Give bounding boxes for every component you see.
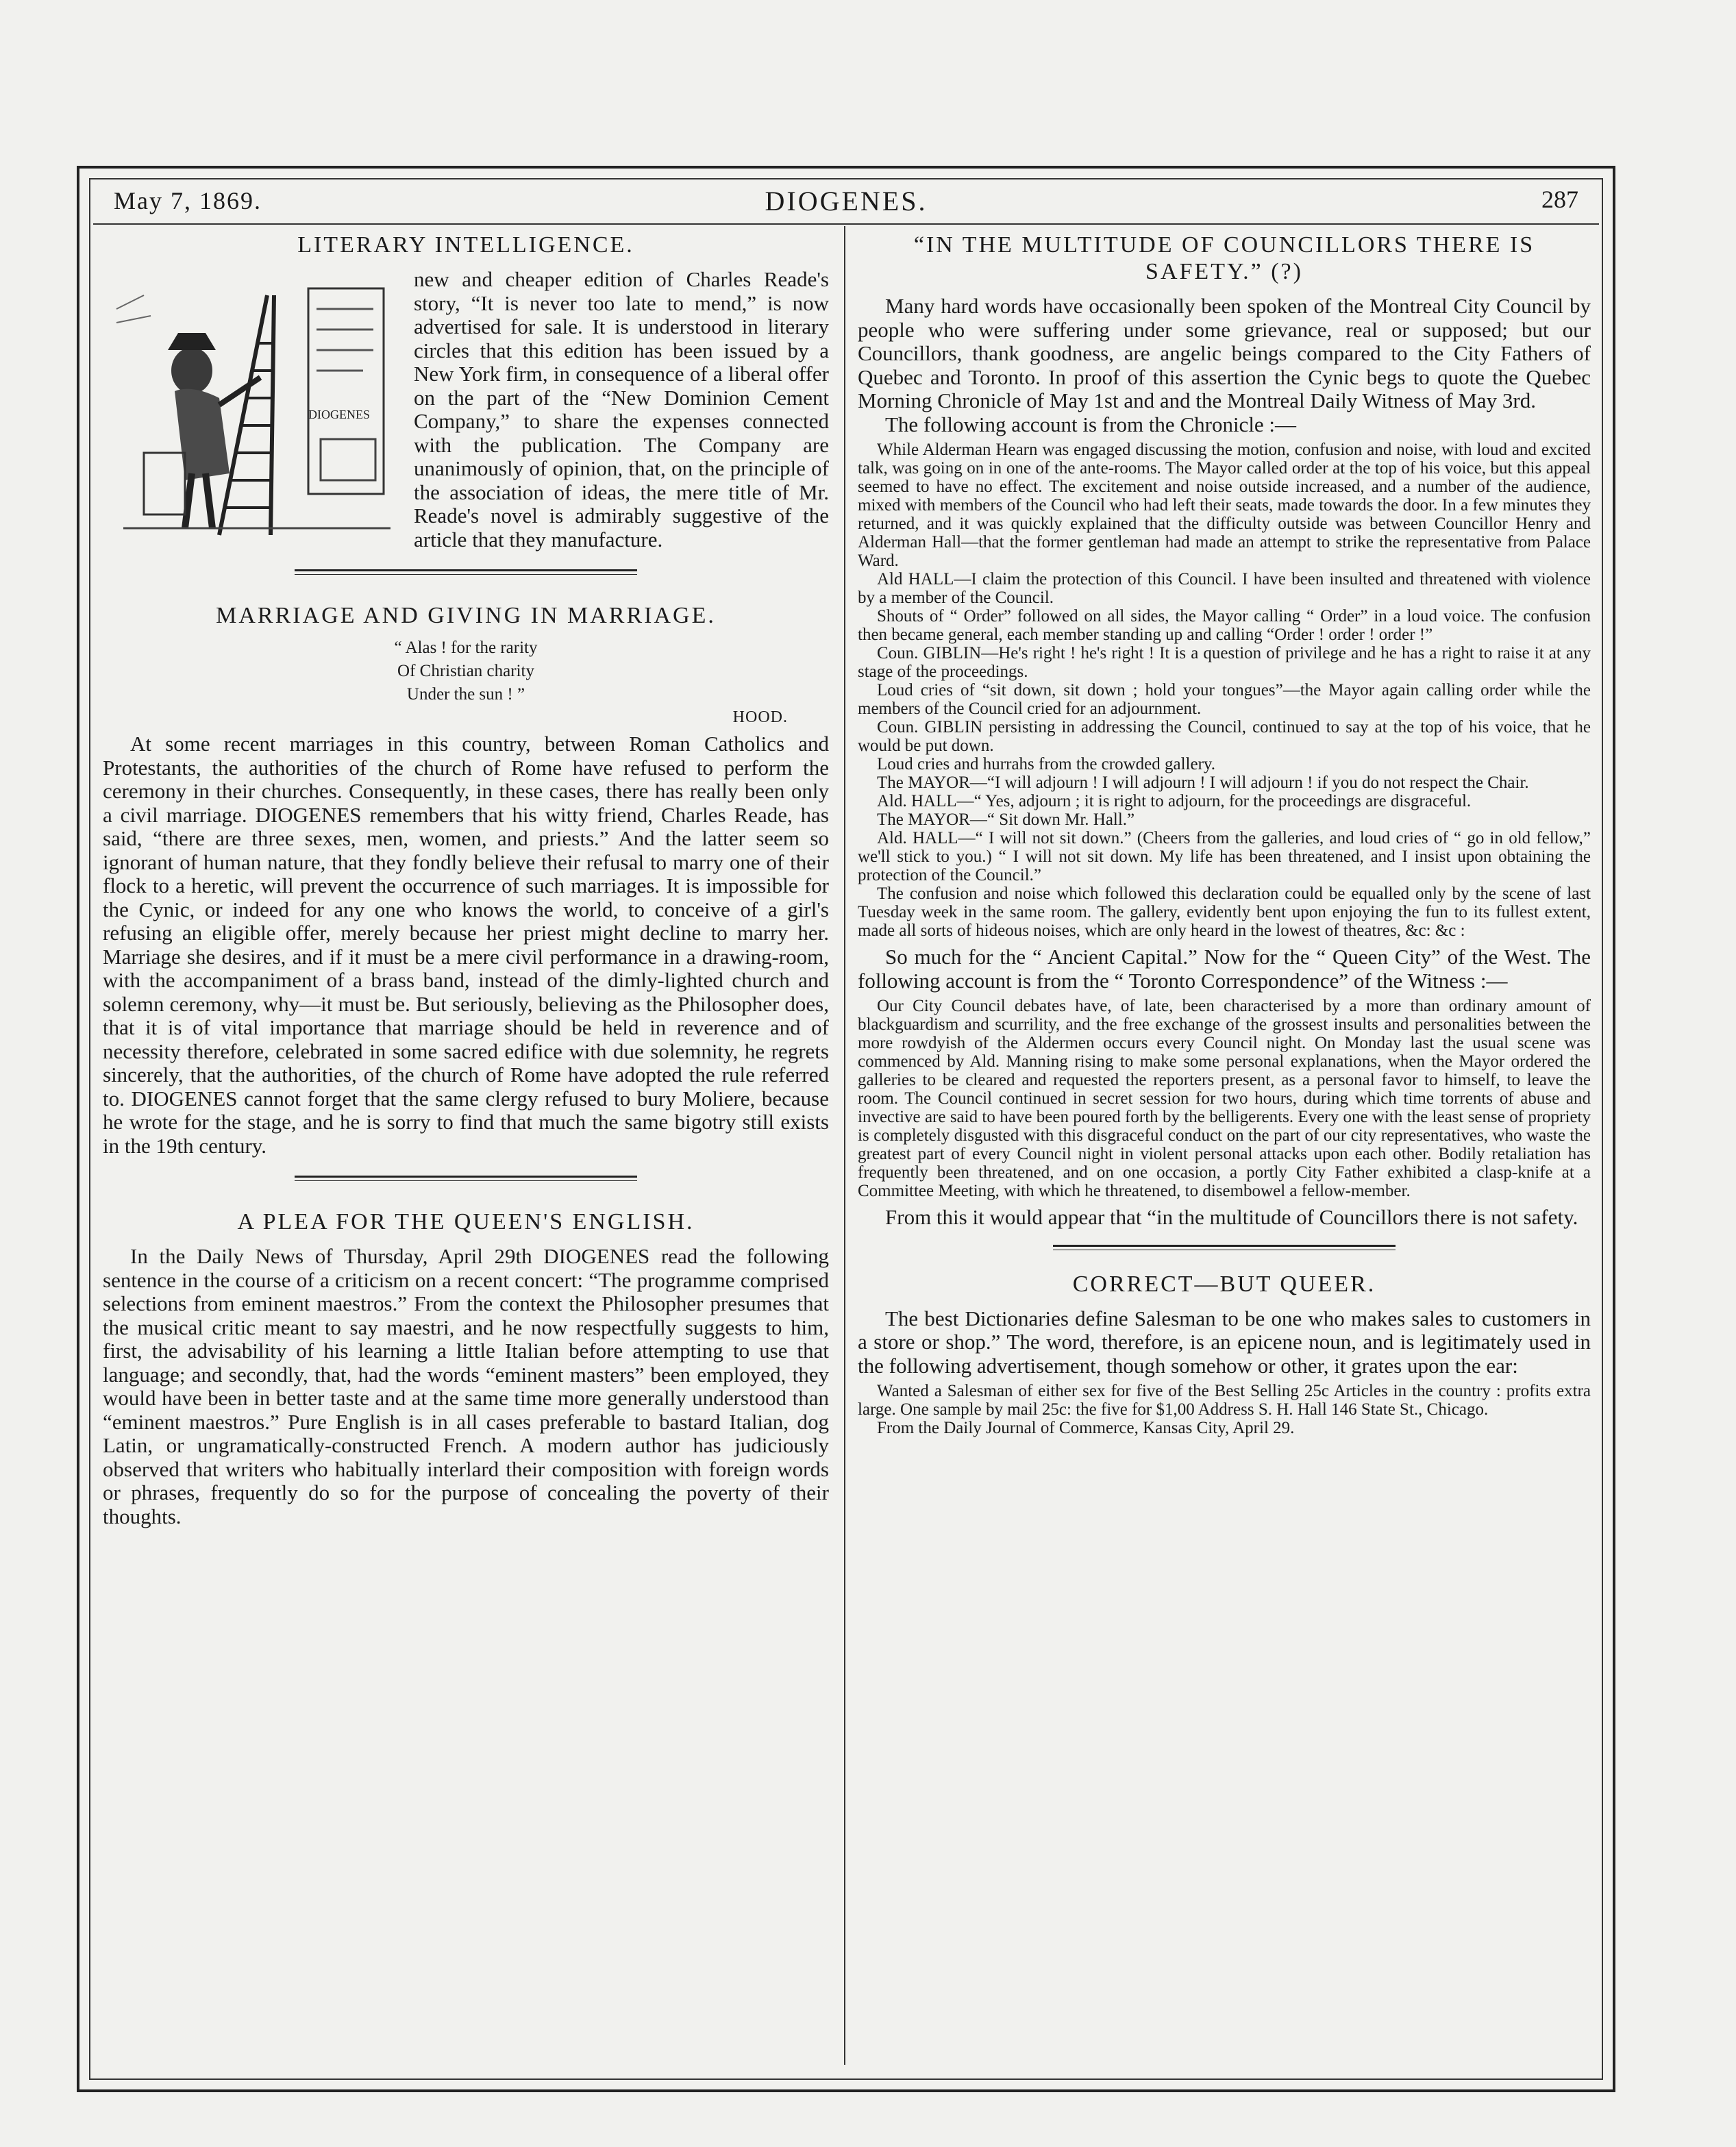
right-column [858,232,1591,2062]
quote-paragraph: Loud cries and hurrahs from the crowded gallery. [877,755,1216,774]
quoted-witness [858,997,1591,1200]
article-conclusion: From this it would appear that “in the multitude of Councillors there is not safety. [885,1205,1578,1230]
quote-paragraph: Ald HALL—I claim the protection of this Council. I have been insulted and threatened with violence by a member of the Council. [858,570,1591,608]
issue-date: May 7, 1869. [114,187,262,214]
quote-paragraph: The MAYOR—“ Sit down Mr. Hall.” [877,810,1135,830]
epigraph-line: Under the sun ! ” [406,685,525,704]
page-frame [77,166,1615,2092]
epigraph-line: Of Christian charity [397,662,534,681]
quote-paragraph: Ald. HALL—“ I will not sit down.” (Cheers from the galleries, and loud cries of “ go in old fellow,” we'll stick to you.) “ I will not sit down. My life has been threatened, and I insist upon obtaining the protection of the Council.” [858,829,1591,885]
section-rule [295,1176,637,1181]
article-marriage [103,602,829,1158]
quoted-advertisement [858,1382,1591,1437]
quote-paragraph: Loud cries of “sit down, sit down ; hold your tongues”—the Mayor again calling order while the members of the Council cried for an adjournment. [858,681,1591,719]
article-middle: So much for the “ Ancient Capital.” Now for the “ Queen City” of the West. The following account is from the “ Toronto Correspondence” of the Witness :— [858,945,1591,993]
header-rule [93,223,1599,225]
article-title: MARRIAGE AND GIVING IN MARRIAGE. [216,603,716,629]
epigraph-line: “ Alas ! for the rarity [394,638,538,658]
article-body: At some recent marriages in this country, between Roman Catholics and Protestants, the authorities of the church of Rome have refused to perform the ceremony in their churches. Consequently, in these cases, there has really been only a civil marriage. DIOGENES remembers that his witty friend, Charles Reade, has said, “there are three sexes, men, women, and priests.” And the latter seem so ignorant of human nature, that they fondly believe their refusal to marry one of their flock to a heretic, will prevent the occurrence of such marriages. It is impossible for the Cynic, or indeed for any one who knows the world, to conceive of a girl's refusing an eligible offer, merely because her priest might decline to marry her. Marriage she desires, and if it must be a mere civil performance in a drawing-room, with the accompaniment of a brass band, instead of the dimly-lighted church and solemn ceremony, why—it must be. But seriously, believing as the Philosopher does, that it is of vital importance that marriage should be held in reverence and of necessity therefore, celebrated in some sacred edifice with due solemnity, he regrets sincerely, that the authorities, of the church of Rome have adopted the rule referred to. DIOGENES cannot forget that the same clergy refused to bury Moliere, because he wrote for the stage, and he is sorry to find that much the same bigotry still exists in the 19th century. [103,732,829,1158]
quote-paragraph: Our City Council debates have, of late, been characterised by a more than ordinary amount of blackguardism and scurrility, and the free exchange of the grossest insults and personalities between the more rowdyish of the Aldermen occurs every Council night. On Monday last the usual scene was commenced by Ald. Manning rising to make some personal explanations, when the Mayor ordered the galleries to be cleared and requested the reporters present, as a personal favor to himself, to leave the room. The Council continued in secret session for two hours, during which time torrents of abuse and invective are said to have been poured forth by the belligerents. Every one with the least sense of propriety is completely disgusted with this disgraceful conduct on the part of our city representatives, who waste the greatest part of every Council night in violent personal attacks upon each other. Bodily retaliation has frequently been threatened, and on one occasion, a portly City Father exhibited a clasp-knife at a Committee Meeting, with which he threatened, to disembowel a fellow-member. [858,997,1591,1201]
illustration-bill-poster [103,268,404,542]
page-header [93,179,1599,218]
article-title: A PLEA FOR THE QUEEN'S ENGLISH. [237,1209,695,1235]
article-queens-english [103,1208,829,1528]
quote-paragraph: While Alderman Hearn was engaged discussing the motion, confusion and noise, with loud and excited talk, was going on in one of the ante-rooms. The Mayor called order at the top of his voice, but this appeal seemed to have no effect. The excitement and noise outside increased, and a number of the audience, mixed with members of the Council who had left their seats, made towards the door. In a few minutes they returned, and it was quickly explained that the difficulty outside was between Councillor Henry and Alderman Hall—that the former gentleman had made an attempt to strike the representative from Palace Ward. [858,440,1591,571]
quote-paragraph: Ald. HALL—“ Yes, adjourn ; it is right to adjourn, for the proceedings are disgraceful. [877,792,1472,811]
article-body: In the Daily News of Thursday, April 29th DIOGENES read the following sentence in the course of a criticism on a recent concert: “The programme comprised selections from eminent maestros.” From the context the Philosopher presumes that the musical critic meant to say maestri, and he now respectfully suggests to him, first, the advisability of his learning a little Italian before attempting to use that language; and secondly, that, had the words “eminent masters” been employed, they would have been in better taste and at the same time more generally understood than “eminent maestros.” Pure English is in all cases preferable to bastard Italian, dog Latin, or ungramatically-constructed French. A modern author has judiciously observed that writers who habitually interlard their composition with foreign words or phrases, frequently do so for the purpose of concealing the poverty of their thoughts. [103,1244,829,1528]
article-body: new and cheaper edition of Charles Reade's story, “It is never too late to mend,” is now advertised for sale. It is understood in literary circles that this edition has been issued by a New York firm, in consequence of a liberal offer on the part of the “New Dominion Cement Company,” to share the expenses connected with the publication. The Company are unanimously of opinion, that, on the principle of the association of ideas, the mere title of Mr. Reade's novel is admirably suggestive of the article that they manufacture. [414,267,829,551]
quote-paragraph: Coun. GIBLIN persisting in addressing the Council, continued to say at the top of his voice, that he would be put down. [858,718,1591,756]
article-title: CORRECT—BUT QUEER. [1072,1271,1376,1297]
article-body: The best Dictionaries define Salesman to be one who makes sales to customers in a store or shop.” The word, therefore, is an epicene noun, and is legitimately used in the following advertisement, though somehow or other, it grates upon the ear: [858,1306,1591,1378]
masthead-title: DIOGENES. [765,186,928,216]
section-rule [1053,1245,1396,1250]
column-divider [844,226,845,2065]
illus-label: DIOGENES [308,408,370,422]
epigraph-author: HOOD. [732,708,788,727]
quote-paragraph: The confusion and noise which followed this declaration could be equalled only by the scene of last Tuesday week in the same room. The gallery, evidently bent upon enjoying the fun to its fullest extent, made all sorts of hideous noises, which are only heard in the lowest of theatres, &c: &c : [858,884,1591,941]
left-column [103,232,829,2062]
article-title: LITERARY INTELLIGENCE. [297,232,634,258]
illustration-drawing [103,268,404,542]
quote-paragraph: Shouts of “ Order” followed on all sides, the Mayor calling “ Order” in a loud voice. The confusion then became general, each member standing up and calling “Order ! order ! order !” [858,607,1591,645]
article-literary-intelligence [103,232,829,551]
quote-paragraph: The MAYOR—“I will adjourn ! I will adjourn ! I will adjourn ! if you do not respect the Chair. [877,773,1529,793]
section-rule [295,569,637,575]
quote-paragraph: Coun. GIBLIN—He's right ! he's right ! It is a question of privilege and he has a right to raise it at any stage of the proceedings. [858,644,1591,682]
article-intro: Many hard words have occasionally been spoken of the Montreal City Council by people who were suffering under some grievance, real or supposed; but our Councillors, thank goodness, are angelic beings compared to the City Fathers of Quebec and Toronto. In proof of this assertion the Cynic begs to quote the Quebec Morning Chronicle of May 1st and and the Montreal Daily Witness of May 3rd. [858,294,1591,413]
page-number: 287 [1541,186,1578,213]
article-title: “IN THE MULTITUDE OF COUNCILLORS THERE IS SAFETY.” (?) [913,232,1535,285]
article-correct-but-queer [858,1271,1591,1438]
advertisement-source: From the Daily Journal of Commerce, Kansas City, April 29. [877,1419,1295,1438]
quoted-chronicle [858,440,1591,940]
article-intro-2: The following account is from the Chronicle :— [885,412,1297,436]
advertisement-text: Wanted a Salesman of either sex for five of the Best Selling 25c Articles in the country : profits extra large. One sample by mail 25c: the five for $1,00 Address S. H. Hall 146 State St., Chicago. [858,1382,1591,1419]
article-councillors [858,232,1591,1230]
